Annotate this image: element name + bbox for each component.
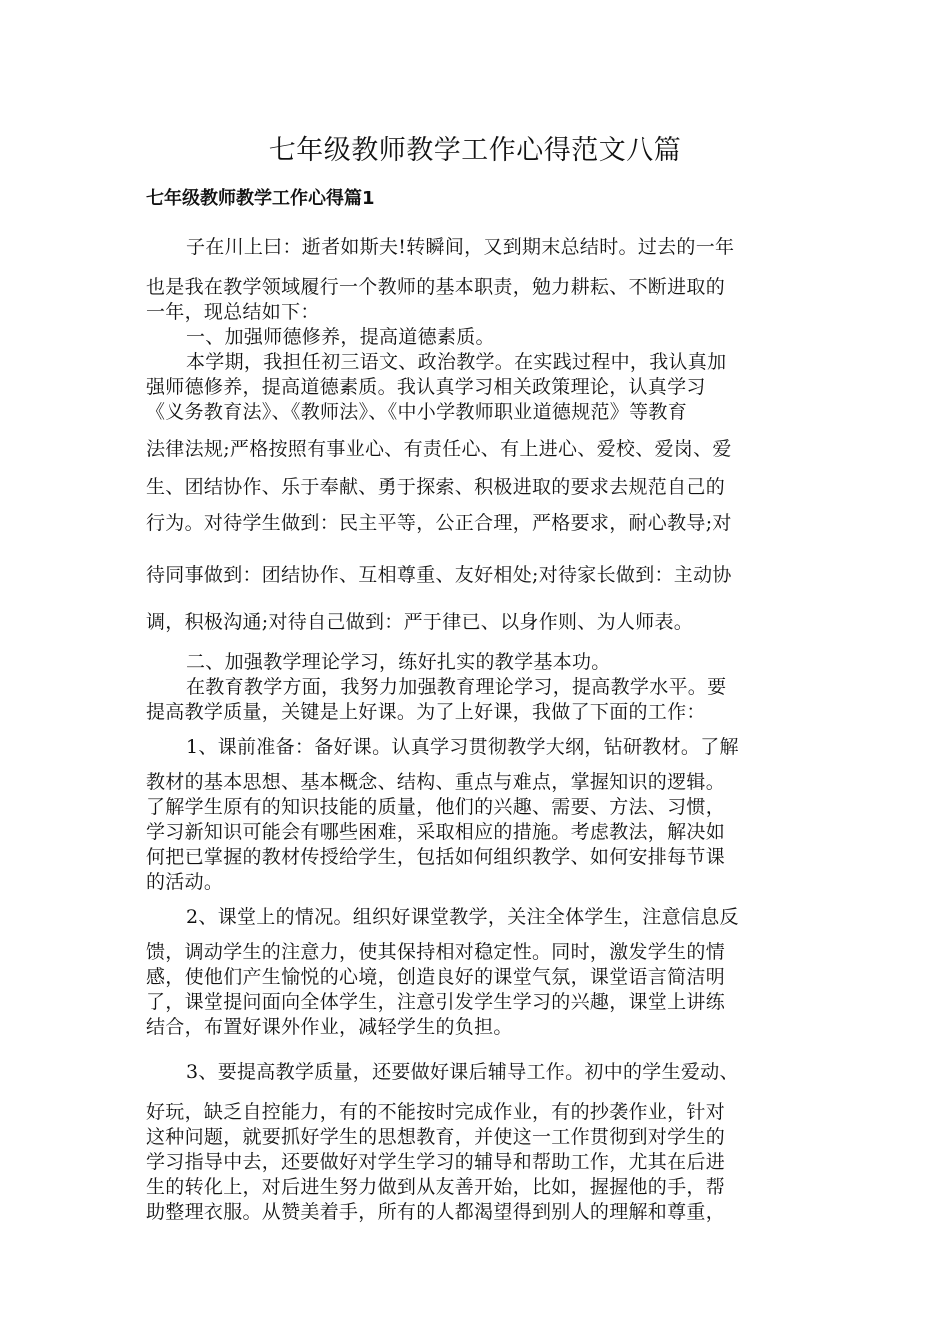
- text-line: 强师德修养，提高道德素质。我认真学习相关政策理论，认真学习: [146, 376, 706, 398]
- text-line: 提高教学质量，关键是上好课。为了上好课，我做了下面的工作：: [146, 701, 706, 723]
- text-line: 法律法规;严格按照有事业心、有责任心、有上进心、爱校、爱岗、爱: [146, 438, 732, 460]
- text-line: 了解学生原有的知识技能的质量，他们的兴趣、需要、方法、习惯，: [146, 796, 726, 818]
- text-line: 的活动。: [146, 871, 224, 893]
- text-line: 一、加强师德修养，提高道德素质。: [186, 326, 495, 348]
- text-line: 行为。对待学生做到：民主平等，公正合理，严格要求，耐心教导;对: [146, 512, 732, 534]
- text-line: 调，积极沟通;对待自己做到：严于律已、以身作则、为人师表。: [146, 611, 694, 633]
- text-line: 子在川上曰：逝者如斯夫!转瞬间，又到期末总结时。过去的一年: [186, 236, 735, 258]
- text-line: 学习新知识可能会有哪些困难，采取相应的措施。考虑教法，解决如: [146, 821, 726, 843]
- text-line: 待同事做到：团结协作、互相尊重、友好相处;对待家长做到：主动协: [146, 564, 732, 586]
- text-line: 生的转化上，对后进生努力做到从友善开始，比如，握握他的手，帮: [146, 1176, 726, 1198]
- text-line: 2、课堂上的情况。组织好课堂教学，关注全体学生，注意信息反: [186, 906, 739, 928]
- text-line: 生、团结协作、乐于奉献、勇于探索、积极进取的要求去规范自己的: [146, 476, 726, 498]
- text-line: 这种问题，就要抓好学生的思想教育，并使这一工作贯彻到对学生的: [146, 1126, 726, 1148]
- text-line: 感，使他们产生愉悦的心境，创造良好的课堂气氛，课堂语言简洁明: [146, 966, 726, 988]
- text-line: 助整理衣服。从赞美着手，所有的人都渴望得到别人的理解和尊重，: [146, 1201, 726, 1223]
- document-title: 七年级教师教学工作心得范文八篇: [268, 135, 682, 166]
- text-line: 馈，调动学生的注意力，使其保持相对稳定性。同时，激发学生的情: [146, 941, 726, 963]
- text-line: 一年，现总结如下：: [146, 301, 320, 323]
- text-line: 在教育教学方面，我努力加强教育理论学习，提高教学水平。要: [186, 676, 727, 698]
- text-line: 何把已掌握的教材传授给学生，包括如何组织教学、如何安排每节课: [146, 846, 726, 868]
- text-line: 二、加强教学理论学习，练好扎实的教学基本功。: [186, 651, 611, 673]
- text-line: 本学期，我担任初三语文、政治教学。在实践过程中，我认真加: [186, 351, 727, 373]
- section-heading: 七年级教师教学工作心得篇1: [146, 188, 375, 209]
- text-line: 好玩，缺乏自控能力，有的不能按时完成作业，有的抄袭作业，针对: [146, 1101, 726, 1123]
- text-line: 了，课堂提问面向全体学生，注意引发学生学习的兴趣，课堂上讲练: [146, 991, 726, 1013]
- text-line: 学习指导中去，还要做好对学生学习的辅导和帮助工作，尤其在后进: [146, 1151, 726, 1173]
- text-line: 教材的基本思想、基本概念、结构、重点与难点，掌握知识的逻辑。: [146, 771, 726, 793]
- text-line: 也是我在教学领域履行一个教师的基本职责，勉力耕耘、不断进取的: [146, 276, 726, 298]
- text-line: 1、课前准备：备好课。认真学习贯彻教学大纲，钻研教材。了解: [186, 736, 739, 758]
- text-line: 结合，布置好课外作业，减轻学生的负担。: [146, 1016, 513, 1038]
- text-line: 《义务教育法》、《教师法》、《中小学教师职业道德规范》等教育: [146, 401, 688, 423]
- text-line: 3、要提高教学质量，还要做好课后辅导工作。初中的学生爱动、: [186, 1061, 739, 1083]
